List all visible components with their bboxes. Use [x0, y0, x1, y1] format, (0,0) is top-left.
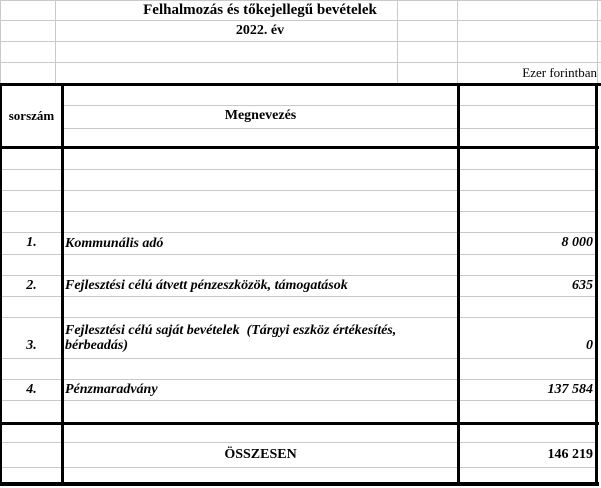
row-number-cell: 4. [26, 381, 37, 397]
row-label-cell: Fejlesztési célú saját bevételek (Tárgyi eszköz értékesítés, bérbeadás) [65, 322, 400, 353]
row-value-cell: 635 [572, 277, 593, 293]
table-row-1 [0, 232, 601, 254]
row-number-cell: 1. [26, 235, 37, 250]
gridline-vertical [0, 0, 1, 83]
table-subtitle: 2022. év [235, 23, 285, 38]
gridline-horizontal [2, 169, 595, 170]
row-label-cell: Fejlesztési célú átvett pénzeszközök, támogatások [65, 278, 348, 293]
table-title: Felhalmozás és tőkejellegű bevételek [143, 1, 377, 18]
total-value-cell: 146 219 [547, 446, 593, 462]
gridline-horizontal [0, 41, 601, 42]
row-value-cell: 8 000 [561, 235, 593, 250]
gridline-horizontal [2, 467, 595, 468]
table-border-above-total [0, 422, 599, 425]
total-row [0, 442, 601, 467]
table-row-2 [0, 275, 601, 296]
table-border-under-header [0, 146, 599, 149]
gridline-horizontal [2, 296, 595, 297]
gridline-vertical [597, 0, 598, 83]
table-border-bottom [0, 482, 599, 486]
gridline-horizontal [2, 211, 595, 212]
row-number-cell: 2. [26, 277, 37, 293]
column-header-sorszam: sorszám [8, 108, 55, 123]
gridline-horizontal [2, 358, 595, 359]
gridline-horizontal [2, 400, 595, 401]
table-row-3 [0, 317, 601, 358]
row-number-cell: 3. [26, 338, 37, 353]
row-value-cell: 0 [586, 338, 593, 353]
unit-note: Ezer forintban [522, 64, 597, 80]
table-row-4 [0, 379, 601, 400]
gridline-horizontal [2, 254, 595, 255]
gridline-horizontal [2, 190, 595, 191]
row-label-cell: Pénzmaradvány [65, 382, 158, 397]
gridline-vertical [55, 0, 56, 83]
row-label-cell: Kommunális adó [65, 235, 164, 251]
row-value-cell: 137 584 [547, 381, 593, 397]
total-label-cell: ÖSSZESEN [224, 446, 297, 462]
column-header-megnevezes: Megnevezés [224, 108, 297, 123]
